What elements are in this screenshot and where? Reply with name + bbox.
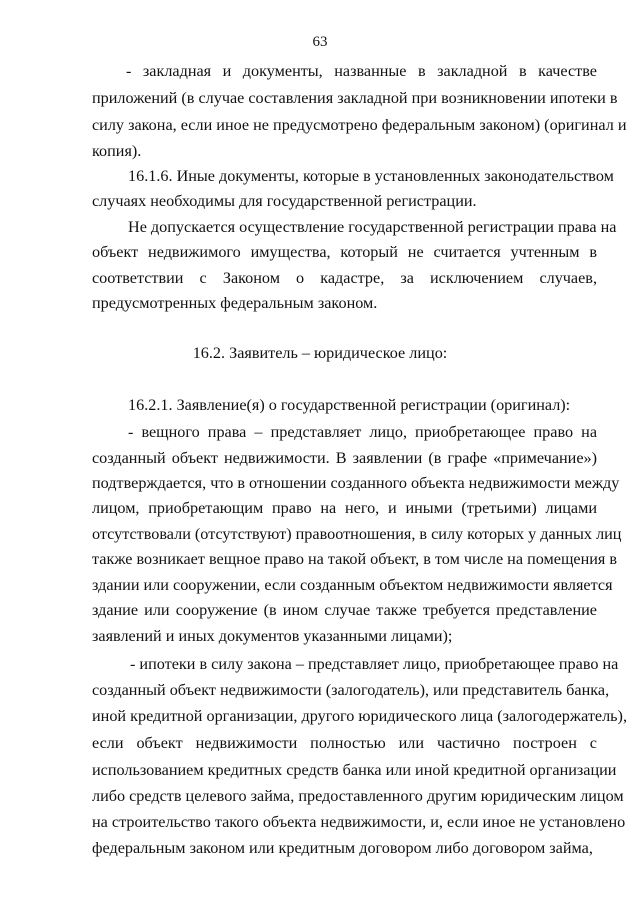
text-line: созданный объект недвижимости (залогодатель), или представитель банка,	[92, 681, 610, 699]
text-line: копия).	[92, 142, 142, 160]
text-line: если объект недвижимости полностью или частично построен с	[92, 734, 597, 752]
text-line: созданный объект недвижимости. В заявлении (в графе «примечание»)	[92, 449, 597, 467]
text-line: федеральным законом или кредитным договором либо договором займа,	[92, 839, 593, 857]
text-line: заявлений и иных документов указанными лицами);	[92, 627, 453, 645]
text-line: случаях необходимы для государственной регистрации.	[92, 192, 477, 210]
text-line: отсутствовали (отсутствуют) правоотношения, в силу которых у данных лиц	[92, 525, 622, 543]
page-number: 63	[312, 34, 328, 50]
text-line: Не допускается осуществление государственной регистрации права на	[128, 218, 617, 236]
text-line: - закладная и документы, названные в закладной в качестве	[126, 62, 597, 80]
text-line: здание или сооружение (в ином случае также требуется представление	[92, 601, 597, 619]
text-line: объект недвижимого имущества, который не считается учтенным в	[92, 243, 597, 261]
text-line: силу закона, если иное не предусмотрено федеральным законом) (оригинал и	[92, 116, 627, 134]
section-heading: 16.2. Заявитель – юридическое лицо:	[192, 344, 448, 362]
text-line: приложений (в случае составления закладной при возникновении ипотеки в	[92, 89, 618, 107]
text-line: либо средств целевого займа, предоставленного другим юридическим лицом	[92, 787, 624, 805]
text-line: 16.2.1. Заявление(я) о государственной регистрации (оригинал):	[128, 396, 571, 414]
text-line: лицом, приобретающим право на него, и иными (третьими) лицами	[92, 499, 597, 517]
text-line: 16.1.6. Иные документы, которые в установленных законодательством	[128, 167, 614, 185]
text-line: предусмотренных федеральным законом.	[92, 294, 378, 312]
text-line: здании или сооружении, если созданным объектом недвижимости является	[92, 576, 613, 594]
text-line: соответствии с Законом о кадастре, за исключением случаев,	[92, 269, 597, 287]
text-line: иной кредитной организации, другого юридического лица (залогодержатель),	[92, 707, 627, 725]
text-line: - вещного права – представляет лицо, приобретающее право на	[128, 423, 597, 441]
text-line: также возникает вещное право на такой объект, в том числе на помещения в	[92, 550, 618, 568]
text-line: подтверждается, что в отношении созданного объекта недвижимости между	[92, 474, 620, 492]
text-line: на строительство такого объекта недвижимости, и, если иное не установлено	[92, 813, 626, 831]
text-line: - ипотеки в силу закона – представляет лицо, приобретающее право на	[130, 655, 619, 673]
text-line: использованием кредитных средств банка или иной кредитной организации	[92, 761, 617, 779]
